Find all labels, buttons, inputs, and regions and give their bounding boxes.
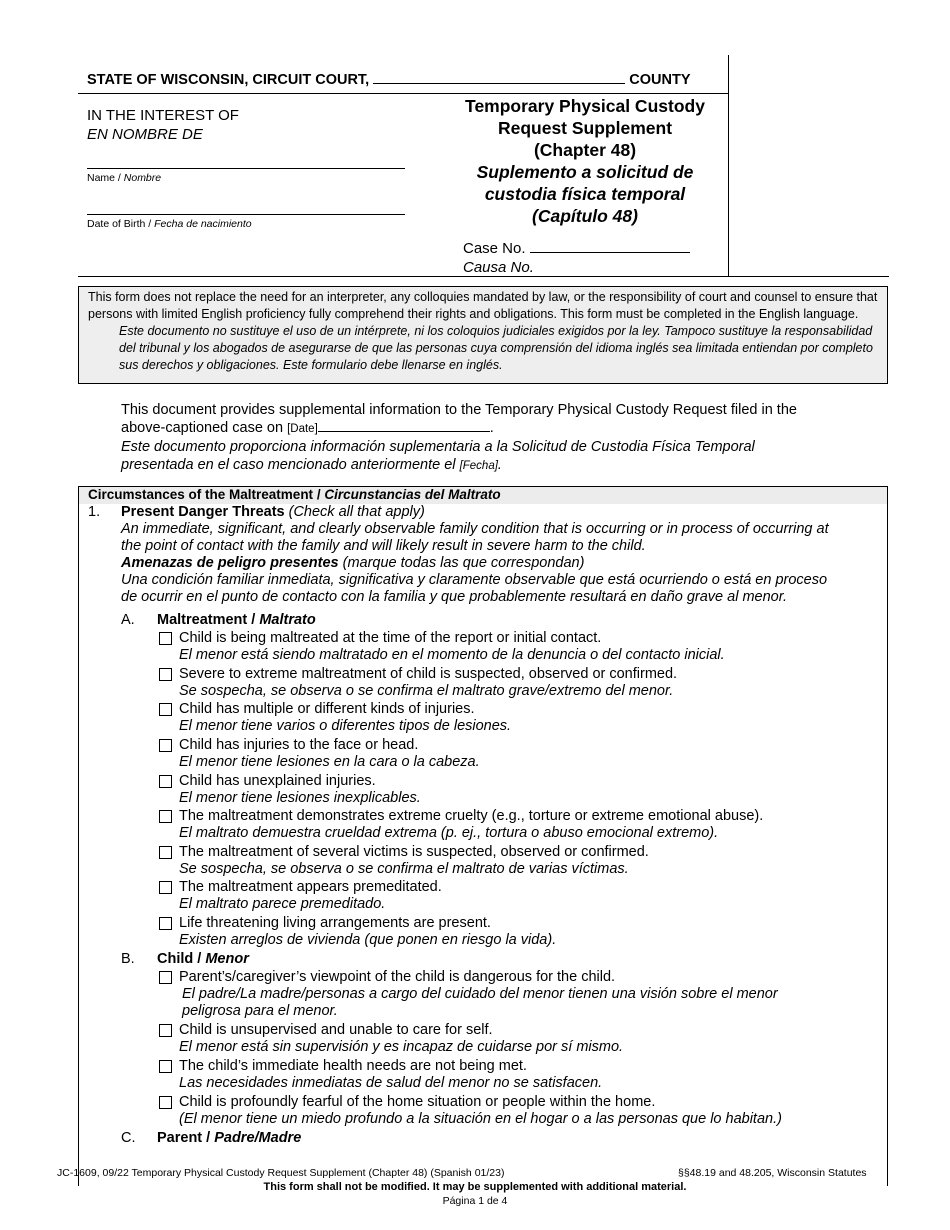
item-a8-es: El maltrato parece premeditado. xyxy=(179,896,386,912)
intro-es-line1: Este documento proporciona información suplementaria a la Solicitud de Custodia Física Temporal xyxy=(121,439,755,455)
dob-field[interactable] xyxy=(87,214,405,215)
list-item xyxy=(179,773,421,807)
item1-number: 1. xyxy=(88,504,101,520)
interpreter-notice xyxy=(78,286,888,384)
item-b1-en: Parent’s/caregiver’s viewpoint of the child is dangerous for the child. xyxy=(179,969,616,985)
checkbox-a4[interactable] xyxy=(159,739,172,752)
county-field[interactable] xyxy=(373,83,625,84)
dob-label-es: Fecha de nacimiento xyxy=(154,218,252,230)
section-title xyxy=(88,486,501,503)
item-a4-en: Child has injuries to the face or head. xyxy=(179,737,419,753)
item-a6-es: El maltrato demuestra crueldad extrema (p. ej., tortura o abuso emocional extremo). xyxy=(179,825,719,841)
subC-en: Parent / xyxy=(157,1130,211,1146)
item1-desc-es1: Una condición familiar inmediata, significativa y claramente observable que está ocurriendo o está en proceso xyxy=(121,572,828,588)
subB-en: Child / xyxy=(157,951,202,967)
list-item xyxy=(179,808,763,842)
item-a7-en: The maltreatment of several victims is suspected, observed or confirmed. xyxy=(179,844,649,860)
item1-desc-en2: the point of contact with the family and will likely result in severe harm to the child. xyxy=(121,538,646,554)
list-item xyxy=(179,630,725,664)
list-item xyxy=(179,666,677,700)
title-es-3: (Capítulo 48) xyxy=(532,206,638,226)
footer-notice: This form shall not be modified. It may be supplemented with additional material. xyxy=(263,1181,687,1193)
intro-paragraph xyxy=(121,401,891,475)
item-a1-en: Child is being maltreated at the time of the report or initial contact. xyxy=(179,630,602,646)
form-id: JC-1609, 09/22 Temporary Physical Custody Request Supplement (Chapter 48) (Spanish 01/23) xyxy=(57,1167,505,1179)
subA-letter: A. xyxy=(121,612,135,628)
checkbox-a7[interactable] xyxy=(159,846,172,859)
name-label xyxy=(87,172,161,184)
intro-en-line1: This document provides supplemental information to the Temporary Physical Custody Request filed in the xyxy=(121,402,797,418)
intro-en-line2: above-captioned case on xyxy=(121,420,284,436)
case-label-es: Causa No. xyxy=(463,259,534,276)
item-a9-es: Existen arreglos de vivienda (que ponen en riesgo la vida). xyxy=(179,932,557,948)
item-b4-en: Child is profoundly fearful of the home situation or people within the home. xyxy=(179,1094,656,1110)
checkbox-a6[interactable] xyxy=(159,810,172,823)
item-a3-en: Child has multiple or different kinds of injuries. xyxy=(179,701,475,717)
checkbox-b3[interactable] xyxy=(159,1060,172,1073)
notice-es: Este documento no sustituye el uso de un intérprete, ni los coloquios judiciales exigidos por la ley. Tampoco sustituye la responsabilidad del tribunal y los abogados de asegurarse de que las personas cuya comprensión del idioma inglés sea limitada entiendan por completo sus derechos y obligaciones. Este formulario debe llenarse en inglés. xyxy=(119,324,873,372)
item-a9-en: Life threatening living arrangements are present. xyxy=(179,915,491,931)
title-en-1: Temporary Physical Custody xyxy=(465,96,705,116)
list-item xyxy=(179,879,442,913)
subA-es: Maltrato xyxy=(259,612,316,628)
subC-heading xyxy=(157,1130,301,1147)
intro-es-period: . xyxy=(497,457,502,473)
section-title-es: Circunstancias del Maltrato xyxy=(324,487,501,502)
list-item xyxy=(179,1058,602,1092)
interest-es: EN NOMBRE DE xyxy=(87,126,203,143)
notice-en: This form does not replace the need for an interpreter, any colloquies mandated by law, or the responsibility of court and counsel to ensure that persons with limited English proficiency fully comprehend their rights and obligations. This form must be completed in the English language. xyxy=(88,290,878,321)
header-rule xyxy=(78,93,728,94)
title-es-1: Suplemento a solicitud de xyxy=(476,162,694,182)
title-en-2: Request Supplement xyxy=(497,118,673,138)
list-item xyxy=(179,701,511,735)
dob-label xyxy=(87,218,252,230)
name-field[interactable] xyxy=(87,168,405,169)
item-b2-en: Child is unsupervised and unable to care for self. xyxy=(179,1022,493,1038)
name-label-es: Nombre xyxy=(123,172,162,184)
item-b4-es: (El menor tiene un miedo profundo a la situación en el hogar o a las personas que lo habitan.) xyxy=(179,1111,782,1127)
header-bottom-rule xyxy=(78,276,889,277)
date-field[interactable] xyxy=(318,431,490,432)
item-a1-es: El menor está siendo maltratado en el momento de la denuncia o del contacto inicial. xyxy=(179,647,725,663)
checkbox-a2[interactable] xyxy=(159,668,172,681)
list-item xyxy=(179,1022,623,1056)
item-a3-es: El menor tiene varios o diferentes tipos de lesiones. xyxy=(179,718,512,734)
court-prefix: STATE OF WISCONSIN, CIRCUIT COURT, xyxy=(87,72,370,88)
item-b2-es: El menor está sin supervisión y es incapaz de cuidarse por sí mismo. xyxy=(179,1039,624,1055)
county-label: COUNTY xyxy=(629,72,691,88)
item1-desc-en1: An immediate, significant, and clearly observable family condition that is occurring or in process of occurring at xyxy=(121,521,829,537)
subB-heading xyxy=(157,951,249,968)
item-a7-es: Se sospecha, se observa o se confirma el maltrato de varias víctimas. xyxy=(179,861,629,877)
checkbox-a9[interactable] xyxy=(159,917,172,930)
item-a4-es: El menor tiene lesiones en la cara o la cabeza. xyxy=(179,754,480,770)
item-a5-en: Child has unexplained injuries. xyxy=(179,773,376,789)
subC-es: Padre/Madre xyxy=(214,1130,302,1146)
item-a6-en: The maltreatment demonstrates extreme cruelty (e.g., torture or extreme emotional abuse). xyxy=(179,808,764,824)
intro-es-line2: presentada en el caso mencionado anteriormente el xyxy=(121,457,456,473)
item1-check-es: (marque todas las que correspondan) xyxy=(342,555,585,571)
subB-letter: B. xyxy=(121,951,135,967)
item-b1-es: El padre/La madre/personas a cargo del cuidado del menor tienen una visión sobre el menor xyxy=(182,986,778,1002)
interest-block xyxy=(87,106,239,144)
item1-block xyxy=(121,504,891,606)
section-title-sep: / xyxy=(316,487,321,502)
list-item xyxy=(179,737,480,771)
intro-period: . xyxy=(489,420,494,436)
list-item xyxy=(179,1094,782,1128)
form-title xyxy=(440,95,730,227)
list-item xyxy=(179,915,556,949)
statutes: §§48.19 and 48.205, Wisconsin Statutes xyxy=(678,1167,867,1179)
court-line xyxy=(87,72,691,88)
title-en-3: (Chapter 48) xyxy=(533,140,637,160)
subA-heading xyxy=(157,612,316,629)
checkbox-a3[interactable] xyxy=(159,703,172,716)
case-block xyxy=(463,239,690,277)
checkbox-a5[interactable] xyxy=(159,775,172,788)
item1-check: (Check all that apply) xyxy=(288,504,425,520)
item-b1-es2: peligrosa para el menor. xyxy=(182,1003,338,1019)
item-a8-en: The maltreatment appears premeditated. xyxy=(179,879,442,895)
item1-title: Present Danger Threats xyxy=(121,504,285,520)
case-label-en: Case No. xyxy=(463,240,526,257)
interest-en: IN THE INTEREST OF xyxy=(87,107,239,124)
checkbox-b2[interactable] xyxy=(159,1024,172,1037)
subA-en: Maltreatment / xyxy=(157,612,256,628)
subB-es: Menor xyxy=(205,951,249,967)
section-left-border xyxy=(78,486,79,1186)
list-item xyxy=(179,844,649,878)
fecha-tag: [Fecha] xyxy=(459,460,498,472)
title-es-2: custodia física temporal xyxy=(484,184,686,204)
section-title-en: Circumstances of the Maltreatment xyxy=(88,487,314,502)
item-a5-es: El menor tiene lesiones inexplicables. xyxy=(179,790,421,806)
subC-letter: C. xyxy=(121,1130,136,1146)
date-tag: [Date] xyxy=(287,423,318,435)
checkbox-b1[interactable] xyxy=(159,971,172,984)
item-a2-es: Se sospecha, se observa o se confirma el maltrato grave/extremo del menor. xyxy=(179,683,674,699)
dob-label-en: Date of Birth / xyxy=(87,218,152,230)
name-label-en: Name / xyxy=(87,172,121,184)
page-number: Página 1 de 4 xyxy=(442,1195,508,1207)
checkbox-b4[interactable] xyxy=(159,1096,172,1109)
item1-title-es: Amenazas de peligro presentes xyxy=(121,555,339,571)
checkbox-a8[interactable] xyxy=(159,881,172,894)
checkbox-a1[interactable] xyxy=(159,632,172,645)
item1-desc-es2: de ocurrir en el punto de contacto con la familia y que probablemente resultará en daño grave al menor. xyxy=(121,589,788,605)
item-b3-en: The child’s immediate health needs are not being met. xyxy=(179,1058,527,1074)
item-b3-es: Las necesidades inmediatas de salud del menor no se satisfacen. xyxy=(179,1075,603,1091)
case-number-field[interactable] xyxy=(530,252,690,253)
list-item xyxy=(179,969,778,1020)
item-a2-en: Severe to extreme maltreatment of child is suspected, observed or confirmed. xyxy=(179,666,678,682)
